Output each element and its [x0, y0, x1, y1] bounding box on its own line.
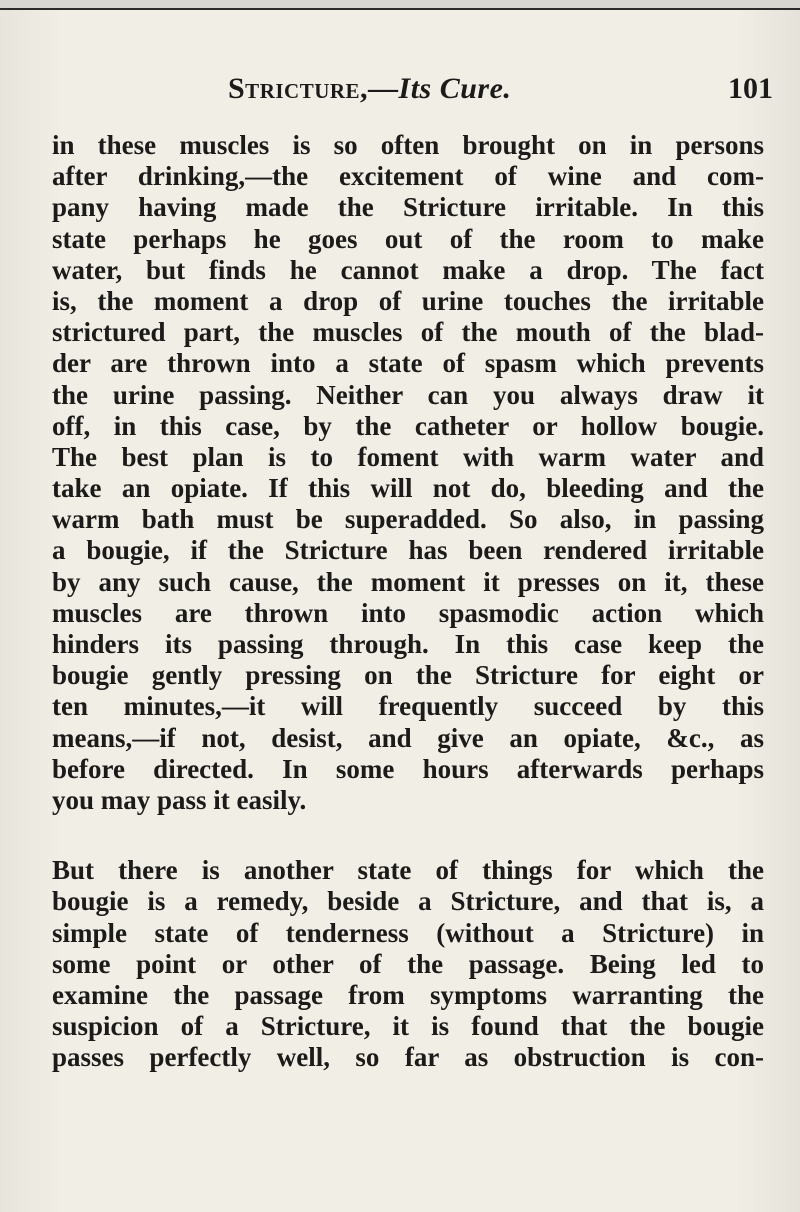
page-number: 101	[728, 72, 773, 105]
text-line: take an opiate. If this will not do, bleeding and the	[52, 473, 764, 504]
running-head	[0, 72, 800, 112]
body-text	[52, 130, 764, 1073]
text-line: in these muscles is so often brought on in persons	[52, 130, 764, 160]
text-line: water, but finds he cannot make a drop. The fact	[52, 254, 764, 285]
text-line: But there is another state of things for which the	[52, 855, 764, 886]
text-line: warm bath must be superadded. So also, in passing	[52, 504, 764, 535]
paragraph-1	[52, 130, 764, 816]
text-line: The best plan is to foment with warm water and	[52, 441, 764, 472]
text-line: bougie is a remedy, beside a Stricture, and that is, a	[52, 886, 764, 917]
running-title-italic: Its Cure.	[398, 72, 512, 105]
paragraph-2	[52, 855, 764, 1073]
text-line: by any such cause, the moment it presses on it, these	[52, 566, 764, 597]
text-line: passes perfectly well, so far as obstruction is con-	[52, 1042, 764, 1073]
text-line: state perhaps he goes out of the room to make	[52, 223, 764, 254]
text-line: is, the moment a drop of urine touches the irritable	[52, 285, 764, 316]
text-line: means,—if not, desist, and give an opiate, &c., as	[52, 722, 764, 753]
text-line: you may pass it easily.	[52, 784, 307, 815]
text-line: simple state of tenderness (without a Stricture) in	[52, 917, 764, 948]
text-line: ten minutes,—it will frequently succeed by this	[52, 691, 764, 722]
text-line: bougie gently pressing on the Stricture for eight or	[52, 660, 764, 691]
text-line: examine the passage from symptoms warranting the	[52, 979, 764, 1010]
text-line: der are thrown into a state of spasm which prevents	[52, 348, 764, 379]
text-line: the urine passing. Neither can you always draw it	[52, 379, 764, 410]
text-line: strictured part, the muscles of the mouth of the blad-	[52, 317, 764, 348]
running-title-main: Stricture,—	[228, 72, 399, 105]
text-line: a bougie, if the Stricture has been rendered irritable	[52, 535, 764, 566]
text-line: after drinking,—the excitement of wine and com-	[52, 161, 764, 192]
text-line: muscles are thrown into spasmodic action which	[52, 597, 764, 628]
text-line: hinders its passing through. In this case keep the	[52, 629, 764, 659]
text-line: pany having made the Stricture irritable. In this	[52, 192, 764, 223]
text-line: before directed. In some hours afterwards perhaps	[52, 753, 764, 784]
top-edge-rule	[0, 0, 800, 10]
running-title	[228, 72, 511, 106]
paragraph-gap	[52, 816, 764, 855]
text-line: off, in this case, by the catheter or hollow bougie.	[52, 410, 764, 441]
text-line: some point or other of the passage. Being led to	[52, 948, 764, 979]
text-line: suspicion of a Stricture, it is found that the bougie	[52, 1011, 764, 1042]
